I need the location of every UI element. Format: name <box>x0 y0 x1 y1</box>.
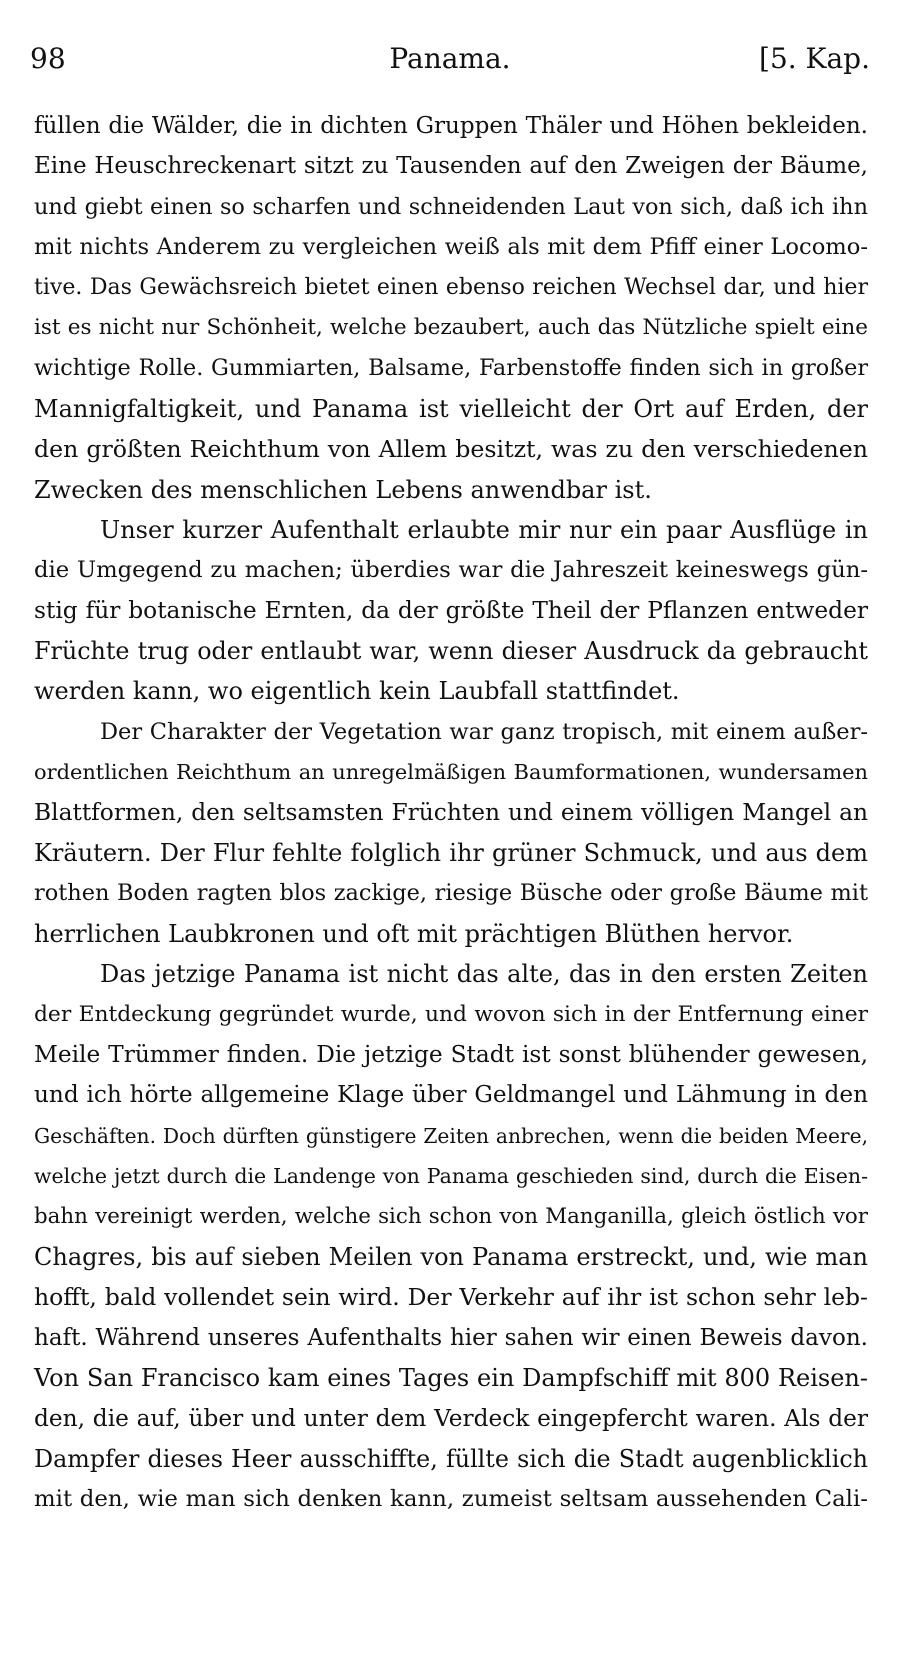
text-line: bahn vereinigt werden, welche sich schon von Manganilla, gleich östlich vor <box>34 1203 868 1229</box>
text-line: Mannigfaltigkeit, und Panama ist vielleicht der Ort auf Erden, der <box>34 394 868 423</box>
paragraph-start-line: Unser kurzer Aufenthalt erlaubte mir nur ein paar Ausflüge in <box>100 515 868 544</box>
text-line: Früchte trug oder entlaubt war, wenn dieser Ausdruck da gebraucht <box>34 637 868 666</box>
paragraph-start-line: Der Charakter der Vegetation war ganz tropisch, mit einem außer- <box>100 718 868 745</box>
text-line: wichtige Rolle. Gummiarten, Balsame, Farbenstoffe finden sich in großer <box>34 355 868 382</box>
body-text <box>34 106 868 1520</box>
text-line: mit den, wie man sich denken kann, zumeist seltsam aussehenden Cali- <box>34 1486 868 1513</box>
text-line: Meile Trümmer finden. Die jetzige Stadt ist sonst blühender gewesen, <box>34 1040 868 1068</box>
text-line: rothen Boden ragten blos zackige, riesige Büsche oder große Bäume mit <box>34 880 868 907</box>
paragraph-end-line: Zwecken des menschlichen Lebens anwendbar ist. <box>34 475 652 504</box>
text-line: Chagres, bis auf sieben Meilen von Panama erstreckt, und, wie man <box>34 1242 868 1271</box>
text-line: stig für botanische Ernten, da der größte Theil der Pflanzen entweder <box>34 596 868 624</box>
text-line: die Umgegend zu machen; überdies war die Jahreszeit keineswegs gün- <box>34 557 868 584</box>
paragraph-start-line: Das jetzige Panama ist nicht das alte, das in den ersten Zeiten <box>100 960 868 989</box>
paragraph-end-line: werden kann, wo eigentlich kein Laubfall stattfindet. <box>34 677 680 706</box>
text-line: welche jetzt durch die Landenge von Panama geschieden sind, durch die Eisen- <box>34 1164 868 1189</box>
running-header <box>30 42 870 82</box>
text-line: ist es nicht nur Schönheit, welche bezaubert, auch das Nützliche spielt eine <box>34 314 868 340</box>
text-line: hofft, bald vollendet sein wird. Der Verkehr auf ihr ist schon sehr leb- <box>34 1283 868 1312</box>
running-title: Panama. <box>389 42 511 75</box>
text-line: und giebt einen so scharfen und schneidenden Laut von sich, daß ich ihn <box>34 193 868 220</box>
text-line: den größten Reichthum von Allem besitzt, was zu den verschiedenen <box>34 435 868 464</box>
text-line: Von San Francisco kam eines Tages ein Dampfschiff mit 800 Reisen- <box>34 1364 868 1393</box>
text-line: mit nichts Anderem zu vergleichen weiß als mit dem Pfiff einer Locomo- <box>34 234 868 261</box>
text-line: tive. Das Gewächsreich bietet einen ebenso reichen Wechsel dar, und hier <box>34 274 868 300</box>
text-line: und ich hörte allgemeine Klage über Geldmangel und Lähmung in den <box>34 1081 868 1109</box>
text-line: haft. Während unseres Aufenthalts hier sahen wir einen Beweis davon. <box>34 1324 868 1351</box>
text-line: füllen die Wälder, die in dichten Gruppen Thäler und Höhen bekleiden. <box>34 113 868 139</box>
text-line: Dampfer dieses Heer ausschiffte, füllte sich die Stadt augenblicklich <box>34 1444 868 1473</box>
page-number: 98 <box>30 42 66 75</box>
paragraph-end-line: herrlichen Laubkronen und oft mit prächtigen Blüthen hervor. <box>34 919 794 948</box>
text-line: der Entdeckung gegründet wurde, und wovon sich in der Entfernung einer <box>34 1001 868 1027</box>
chapter-marker: [5. Kap. <box>759 42 870 75</box>
text-line: den, die auf, über und unter dem Verdeck eingepfercht waren. Als der <box>34 1404 868 1432</box>
text-line: ordentlichen Reichthum an unregelmäßigen Baumformationen, wundersamen <box>34 760 868 785</box>
text-line: Kräutern. Der Flur fehlte folglich ihr grüner Schmuck, und aus dem <box>34 839 868 868</box>
text-line: Eine Heuschreckenart sitzt zu Tausenden auf den Zweigen der Bäume, <box>34 153 868 180</box>
text-line: Geschäften. Doch dürften günstigere Zeiten anbrechen, wenn die beiden Meere, <box>34 1123 868 1148</box>
text-line: Blattformen, den seltsamsten Früchten und einem völligen Mangel an <box>34 798 868 826</box>
